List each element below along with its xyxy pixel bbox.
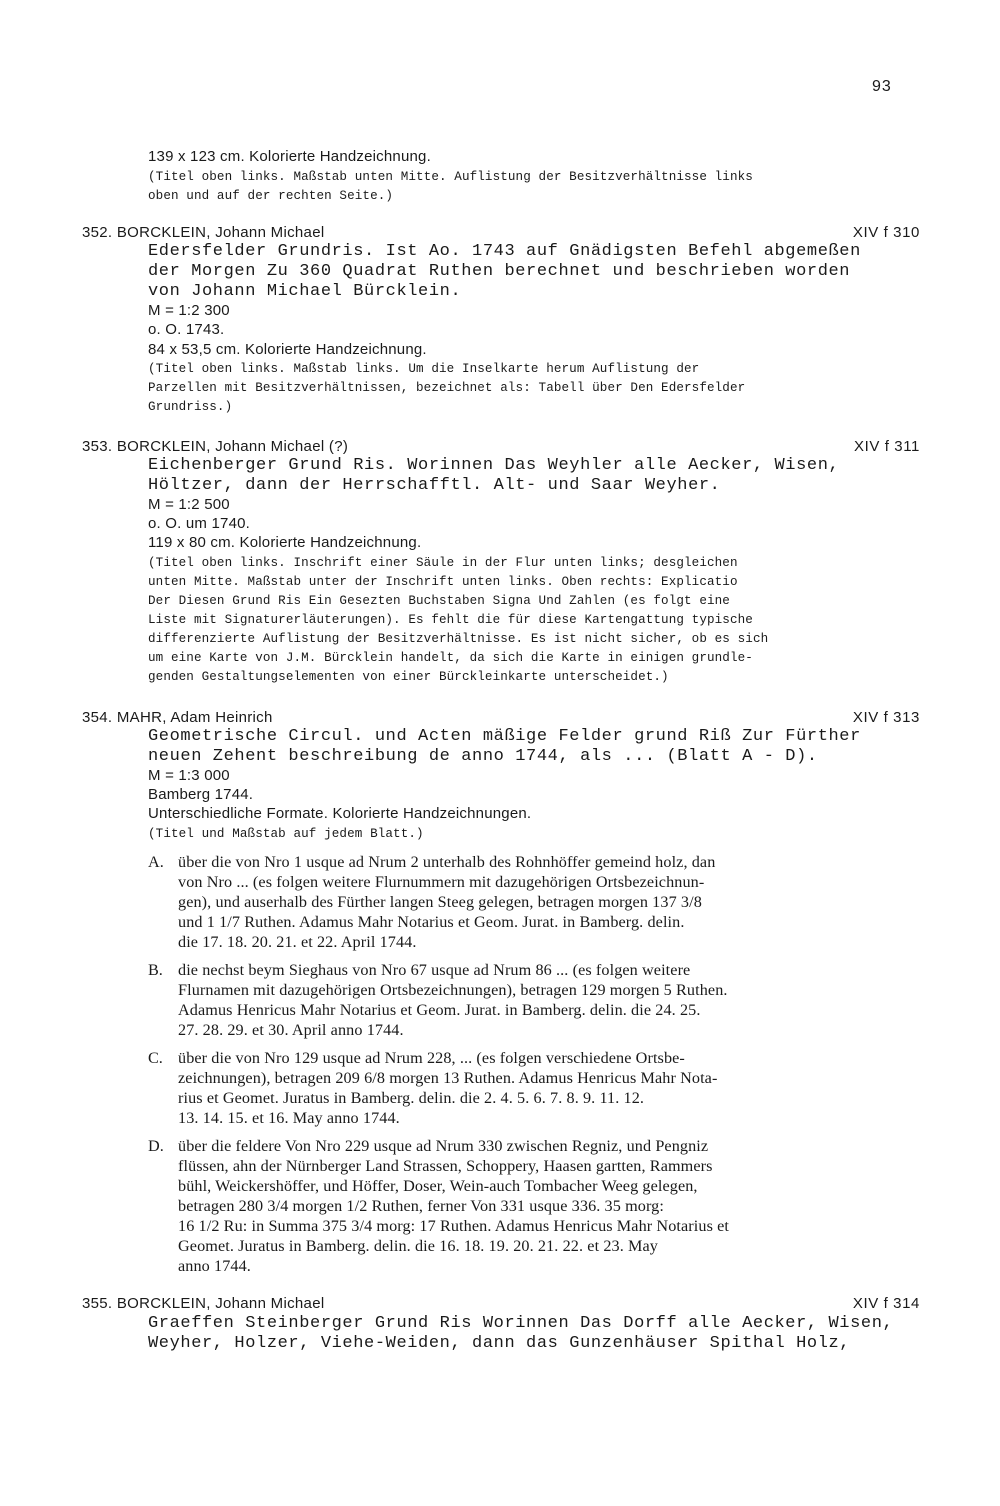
entry-note-line: (Titel oben links. Inschrift einer Säule in der Flur unten links; desgleichen — [148, 556, 738, 570]
entry-note-line: genden Gestaltungselementen von einer Bürckleinkarte unterscheidet.) — [148, 670, 669, 684]
entry-number-author — [82, 1295, 324, 1312]
entry-note-line: (Titel oben links. Maßstab links. Um die Inselkarte herum Auflistung der — [148, 362, 700, 376]
entry-note-line: (Titel und Maßstab auf jedem Blatt.) — [148, 827, 424, 841]
entry-signature: XIV f 310 — [852, 224, 920, 241]
sheet-line: die 17. 18. 20. 21. et 22. April 1744. — [178, 933, 417, 951]
title-line: Eichenberger Grund Ris. Worinnen Das Weyhler alle Aecker, Wisen, — [148, 456, 840, 475]
entry-number-author — [82, 438, 348, 455]
sheet-line: bühl, Weickershöffer, und Höffer, Doser, Wein-auch Tombacher Weeg gelegen, — [178, 1177, 698, 1195]
sheet-line: Flurnamen mit dazugehörigen Ortsbezeichnungen), betragen 129 morgen 5 Ruthen. — [178, 981, 728, 999]
sheet-line: 27. 28. 29. et 30. April anno 1744. — [178, 1021, 404, 1039]
title-line: von Johann Michael Bürcklein. — [148, 282, 462, 301]
sheet-line: zeichnungen), betragen 209 6/8 morgen 13 Ruthen. Adamus Henricus Mahr Nota- — [178, 1069, 718, 1087]
sheet-line: über die von Nro 129 usque ad Nrum 228, ... (es folgen verschiedene Ortsbe- — [178, 1049, 685, 1067]
entry-author: MAHR, Adam Heinrich — [116, 709, 273, 726]
title-line: Graeffen Steinberger Grund Ris Worinnen Das Dorff alle Aecker, Wisen, — [148, 1314, 894, 1333]
intro-note-line: (Titel oben links. Maßstab unten Mitte. Auflistung der Besitzverhältnisse links — [148, 170, 753, 184]
sheet-line: anno 1744. — [178, 1257, 251, 1275]
entry-author: BORCKLEIN, Johann Michael — [116, 224, 325, 241]
entry-scale: M = 1:3 000 — [148, 767, 230, 784]
entry-date: o. O. um 1740. — [148, 515, 251, 532]
title-line: neuen Zehent beschreibung de anno 1744, als ... (Blatt A - D). — [148, 747, 818, 766]
sheet-line: die nechst beym Sieghaus von Nro 67 usque ad Nrum 86 ... (es folgen weitere — [178, 961, 691, 979]
sheet-letter: A. — [148, 853, 164, 871]
title-line: Geometrische Circul. und Acten mäßige Felder grund Riß Zur Fürther — [148, 727, 861, 746]
entry-number: 352. — [82, 224, 113, 241]
title-line: der Morgen Zu 360 Quadrat Ruthen berechnet und beschrieben worden — [148, 262, 851, 281]
sheet-line: betragen 280 3/4 morgen 1/2 Ruthen, ferner Von 331 usque 336. 35 morg: — [178, 1197, 664, 1215]
title-line: Höltzer, dann der Herrschafftl. Alt- und Saar Weyher. — [148, 476, 721, 495]
entry-scale: M = 1:2 300 — [148, 302, 230, 319]
sheet-line: 16 1/2 Ru: in Summa 375 3/4 morg: 17 Ruthen. Adamus Henricus Mahr Notarius et — [178, 1217, 729, 1235]
sheet-line: über die feldere Von Nro 229 usque ad Nrum 330 zwischen Regniz, und Pengniz — [178, 1137, 709, 1155]
entry-number-author — [82, 709, 273, 726]
entry-date: o. O. 1743. — [148, 321, 225, 338]
entry-signature: XIV f 313 — [852, 709, 920, 726]
entry-note-line: Der Diesen Grund Ris Ein Gesezten Buchstaben Signa Und Zahlen (es folgt eine — [148, 594, 730, 608]
sheet-line: flüssen, ahn der Nürnberger Land Strassen, Schoppery, Haasen gartten, Rammers — [178, 1157, 713, 1175]
sheet-line: gen), und auserhalb des Fürther langen Steeg gelegen, betragen morgen 137 3/8 — [178, 893, 702, 911]
entry-signature: XIV f 314 — [852, 1295, 920, 1312]
entry-note-line: unten Mitte. Maßstab unter der Inschrift unten links. Oben rechts: Explicatio — [148, 575, 738, 589]
entry-note-line: Parzellen mit Besitzverhältnissen, bezeichnet als: Tabell über Den Edersfelder — [148, 381, 746, 395]
sheet-letter: B. — [148, 961, 163, 979]
entry-author: BORCKLEIN, Johann Michael (?) — [116, 438, 349, 455]
page-number: 93 — [872, 78, 892, 95]
entry-number: 355. — [82, 1295, 113, 1312]
sheet-line: Geomet. Juratus in Bamberg. delin. die 16. 18. 19. 20. 21. 22. et 23. May — [178, 1237, 658, 1255]
sheet-line: 13. 14. 15. et 16. May anno 1744. — [178, 1109, 400, 1127]
entry-date: Bamberg 1744. — [148, 786, 254, 803]
entry-note-line: um eine Karte von J.M. Bürcklein handelt, da sich die Karte in einigen grundle- — [148, 651, 753, 665]
entry-author: BORCKLEIN, Johann Michael — [116, 1295, 325, 1312]
intro-format: 139 x 123 cm. Kolorierte Handzeichnung. — [148, 148, 431, 165]
sheet-letter: C. — [148, 1049, 163, 1067]
entry-note-line: differenzierte Auflistung der Besitzverhältnisse. Es ist nicht sicher, ob es sich — [148, 632, 769, 646]
entry-signature: XIV f 311 — [854, 438, 920, 455]
sheet-line: rius et Geomet. Juratus in Bamberg. delin. die 2. 4. 5. 6. 7. 8. 9. 11. 12. — [178, 1089, 645, 1107]
sheet-letter: D. — [148, 1137, 164, 1155]
title-line: Weyher, Holzer, Viehe-Weiden, dann das Gunzenhäuser Spithal Holz, — [148, 1334, 851, 1353]
entry-format: Unterschiedliche Formate. Kolorierte Handzeichnungen. — [148, 805, 532, 822]
sheet-line: von Nro ... (es folgen weitere Flurnummern mit dazugehörigen Ortsbezeichnun- — [178, 873, 705, 891]
intro-note-line: oben und auf der rechten Seite.) — [148, 189, 394, 203]
entry-number: 353. — [82, 438, 113, 455]
entry-number-author — [82, 224, 324, 241]
sheet-line: Adamus Henricus Mahr Notarius et Geom. Jurat. in Bamberg. delin. die 24. 25. — [178, 1001, 701, 1019]
title-line: Edersfelder Grundris. Ist Ao. 1743 auf Gnädigsten Befehl abgemeßen — [148, 242, 861, 261]
sheet-line: und 1 1/7 Ruthen. Adamus Mahr Notarius et Geom. Jurat. in Bamberg. delin. — [178, 913, 685, 931]
entry-format: 84 x 53,5 cm. Kolorierte Handzeichnung. — [148, 341, 427, 358]
entry-note-line: Liste mit Signaturerläuterungen). Es fehlt die für diese Kartengattung typische — [148, 613, 753, 627]
entry-number: 354. — [82, 709, 113, 726]
sheet-line: über die von Nro 1 usque ad Nrum 2 unterhalb des Rohnhöffer gemeind holz, dan — [178, 853, 716, 871]
entry-scale: M = 1:2 500 — [148, 496, 230, 513]
entry-format: 119 x 80 cm. Kolorierte Handzeichnung. — [148, 534, 422, 551]
entry-note-line: Grundriss.) — [148, 400, 233, 414]
